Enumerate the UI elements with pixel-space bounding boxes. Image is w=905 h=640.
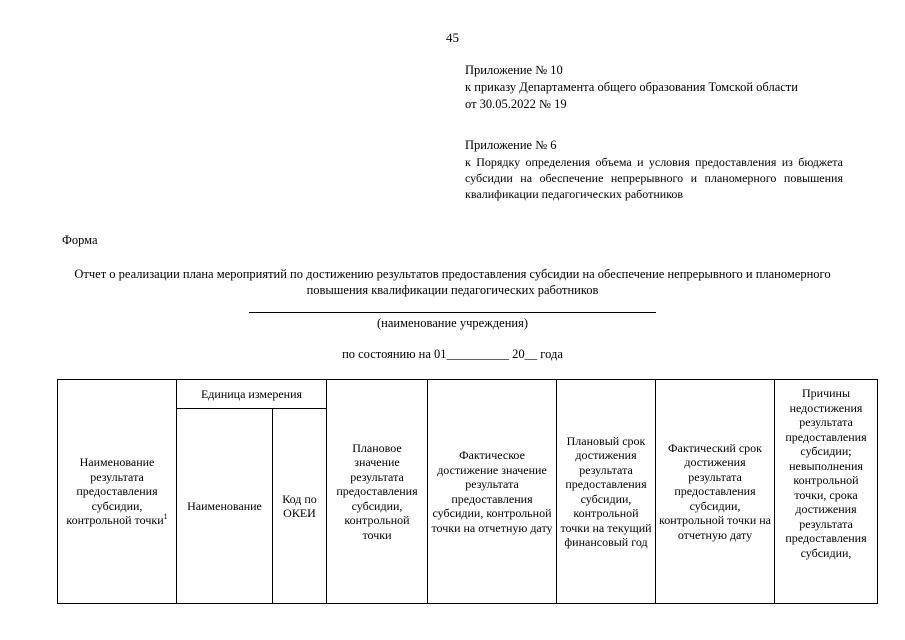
header-planned-value: Плановое значение результата предоставления субсидии, контрольной точки	[327, 380, 428, 604]
as-of-date-line: по состоянию на 01__________ 20__ года	[342, 347, 563, 361]
page-number: 45	[446, 30, 459, 45]
header-actual-date: Фактический срок достижения результата предоставления субсидии, контрольной точки на отчетную дату	[656, 380, 775, 604]
institution-caption: (наименование учреждения)	[377, 316, 528, 330]
report-title: Отчет о реализации плана мероприятий по достижению результатов предоставления субсидии на обеспечение непрерывного и планомерного повышения квалификации педагогических работников	[74, 267, 831, 297]
header-planned-date: Плановый срок достижения результата предоставления субсидии, контрольной точки на текущий финансовый год	[557, 380, 656, 604]
header-unit-name: Наименование	[177, 409, 273, 604]
form-label: Форма	[62, 233, 98, 247]
appendix-6-title: Приложение № 6	[465, 138, 557, 152]
header-actual-value: Фактическое достижение значение результата предоставления субсидии, контрольной точки на отчетную дату	[428, 380, 557, 604]
appendix-10-title: Приложение № 10	[465, 63, 563, 77]
header-unit-group: Единица измерения	[177, 380, 327, 409]
footnote-marker: 1	[163, 512, 168, 522]
appendix-10-block	[465, 62, 843, 113]
appendix-10-date: от 30.05.2022 № 19	[465, 97, 567, 111]
appendix-6-block	[465, 137, 843, 202]
appendix-10-order: к приказу Департамента общего образования Томской области	[465, 80, 798, 94]
header-result-name	[58, 380, 177, 604]
appendix-6-body: к Порядку определения объема и условия предоставления из бюджета субсидии на обеспечение непрерывного и планомерного повышения квалификации педагогических работников	[465, 155, 843, 201]
header-result-name-text: Наименование результата предоставления субсидии, контрольной точки	[66, 455, 164, 528]
header-unit-code: Код по ОКЕИ	[273, 409, 327, 604]
report-table	[57, 379, 878, 604]
header-reasons: Причины недостижения результата предоставления субсидии; невыполнения контрольной точки, срока достижения результата предоставления субсидии,	[775, 380, 878, 604]
institution-blank-line	[249, 312, 656, 313]
